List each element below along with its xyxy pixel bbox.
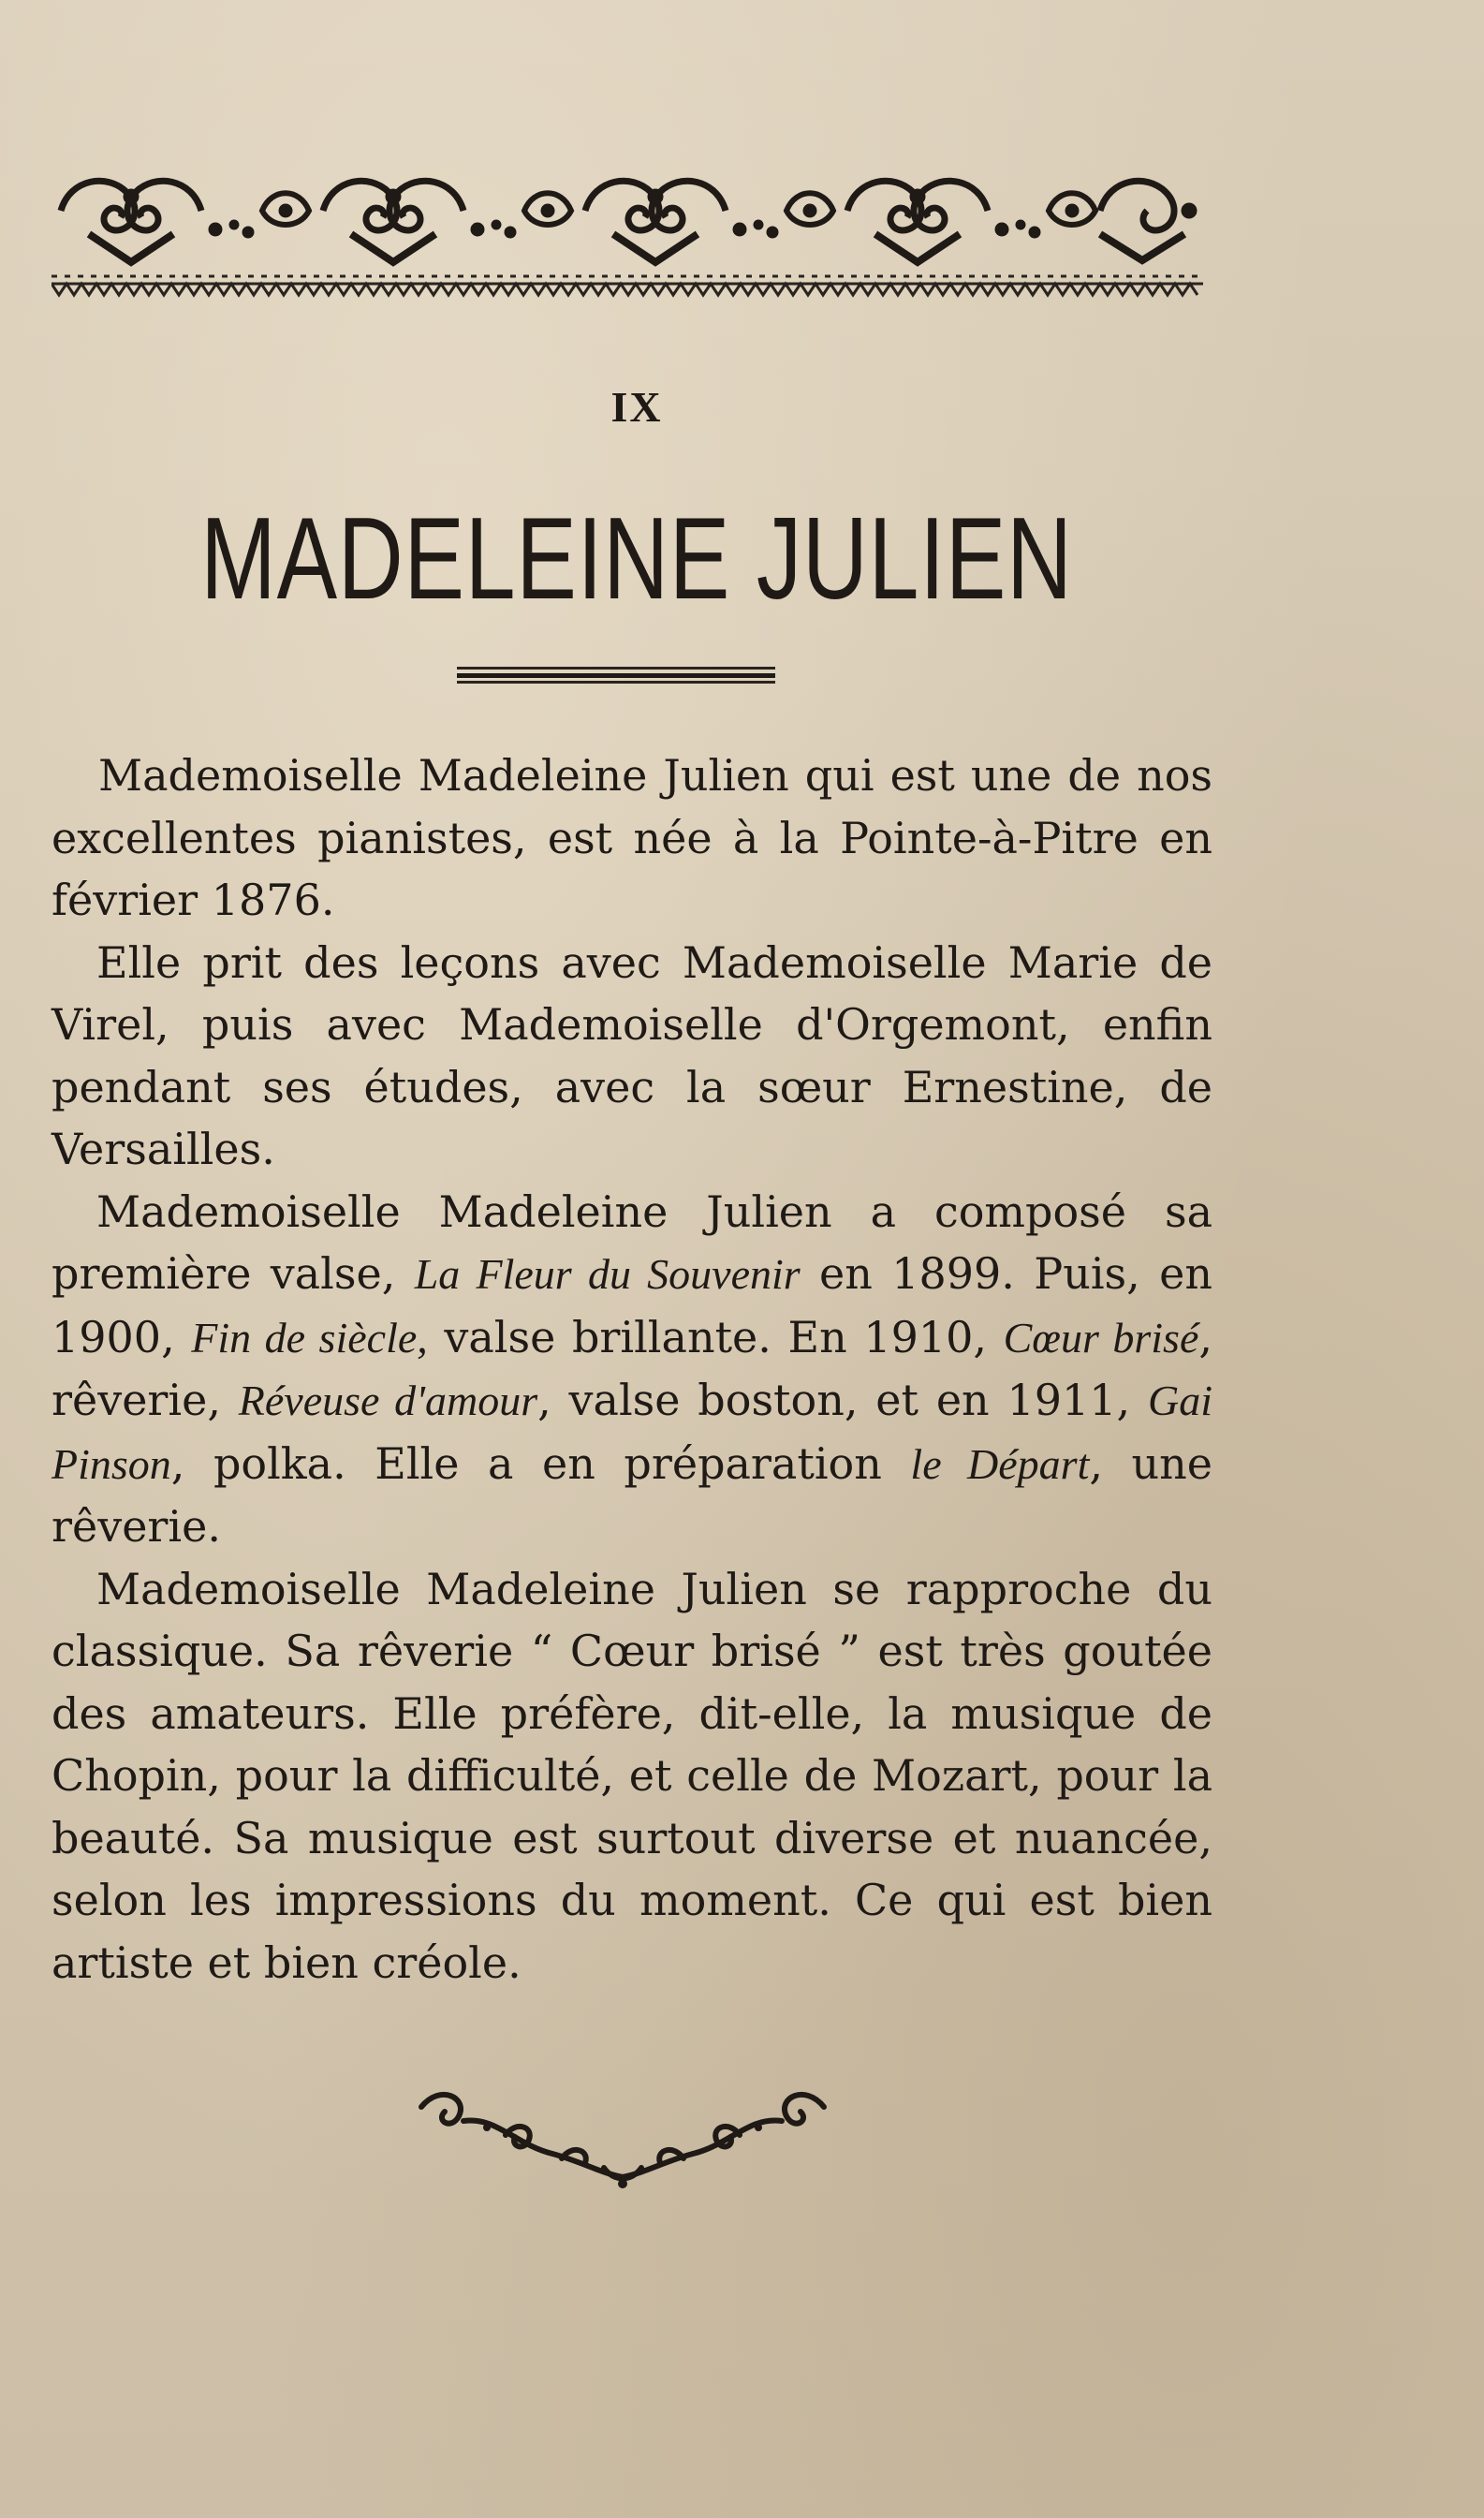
work-title-reveuse-damour: Réveuse d'amour	[238, 1377, 538, 1424]
chapter-title: MADELEINE JULIEN	[200, 494, 1073, 624]
paragraph-3-text: , valse boston, et en 1911,	[537, 1375, 1148, 1425]
paragraph-1: Mademoiselle Madeleine Julien qui est une de nos excellentes pianistes, est née à la Pointe-à-Pitre en février 1876.	[51, 750, 1212, 925]
paragraph-3	[51, 1181, 1212, 1558]
paragraph-3-text: valse brillante. En 1910,	[427, 1311, 1004, 1362]
paragraph-3-text: , polka. Elle a en préparation	[170, 1437, 911, 1489]
paragraph-4: Mademoiselle Madeleine Julien se rapproche du classique. Sa rêverie “ Cœur brisé ” est très goutée des amateurs. Elle préfère, dit-elle, la musique de Chopin, pour la difficulté, et celle de Mozart, pour la beauté. Sa musique est surtout diverse et nuancée, selon les impressions du moment. Ce qui est bien artiste et bien créole.	[51, 1563, 1212, 1988]
work-title-le-depart: le Départ	[910, 1439, 1090, 1488]
work-title-coeur-brise: Cœur brisé	[1003, 1313, 1199, 1362]
work-title-gai-pinson: Gai Pinson	[51, 1377, 1212, 1488]
title-underline-rule	[457, 667, 775, 684]
work-title-la-fleur-du-souvenir: La Fleur du Souvenir	[414, 1250, 801, 1298]
paragraph-2: Elle prit des leçons avec Mademoiselle Marie de Virel, puis avec Mademoiselle d'Orgemont, enfin pendant ses études, avec la sœur Ernestine, de Versailles.	[51, 936, 1212, 1174]
paragraph-3-text: Mademoiselle Madeleine Julien a composé sa première valse,	[51, 1185, 1212, 1299]
work-title-fin-de-siecle: Fin de siècle,	[191, 1313, 428, 1362]
chapter-number: IX	[610, 383, 663, 431]
paragraph-3-text: , rêverie,	[51, 1311, 1212, 1425]
decorative-border-ornament	[51, 159, 1203, 300]
paragraph-3-text: , une rêverie.	[51, 1437, 1213, 1552]
decorative-tailpiece-ornament	[412, 2079, 833, 2191]
paragraph-3-text: en 1899. Puis, en 1900,	[51, 1248, 1212, 1362]
chapter-body	[51, 744, 1212, 1994]
